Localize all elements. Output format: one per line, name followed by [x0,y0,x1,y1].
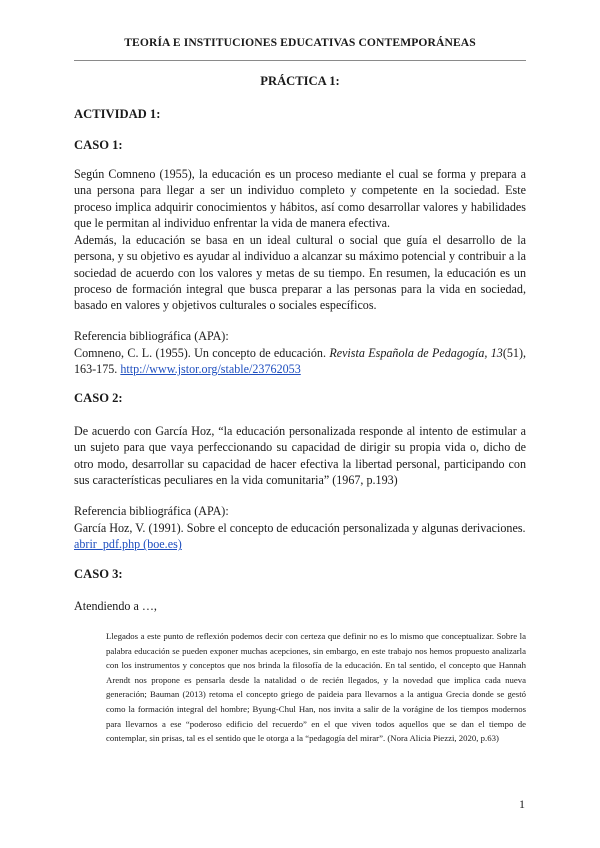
case1-ref-link[interactable]: http://www.jstor.org/stable/23762053 [120,362,301,377]
case2-reference-label: Referencia bibliográfica (APA): [74,504,229,518]
course-title: TEORÍA E INSTITUCIONES EDUCATIVAS CONTEMPORÁNEAS [124,36,476,49]
case1-reference-label: Referencia bibliográfica (APA): [74,329,229,343]
case1-ref-authors: Comneno, C. L. (1955). Un concepto de educación. [74,346,330,360]
case3-title: CASO 3: [74,567,123,581]
case1-ref-journal: Revista Española de Pedagogía, 13 [329,346,503,360]
case2-title: CASO 2: [74,391,123,405]
case1-reference [74,345,526,378]
case3-block-quote: Llegados a este punto de reflexión podemos decir con certeza que definir no es lo mismo que conceptualizar. Sobre la palabra educación se pueden exponer muchas acepciones, sin embargo, en este trabajo nos hemos propuesto analizarla con los instrumentos y conceptos que nos brinda la filosofía de la educación. En tal sentido, el concepto que Hannah Arendt nos propone es pensarla desde la natalidad o de recién llegados, y la novedad que implica cada nueva generación; Bauman (2013) retoma el concepto griego de paideia para llevarnos a la antigua Grecia donde se gestó como la formación integral del hombre; Byung-Chul Han, nos invita a salir de la vorágine de los tiempos modernos para llevarnos a ese “poderoso edificio del recuerdo” en el que viven todos aquellos que se dan el tiempo de contemplar, sin prisas, tal es el sentido que le otorga a la “pedagogía del mirar”. (Nora Alicia Piezzi, 2020, p.63) [106,631,526,744]
activity-title: ACTIVIDAD 1: [74,107,161,121]
page-number: 1 [519,797,525,811]
header-divider [74,60,526,61]
case1-paragraph2: Además, la educación se basa en un ideal cultural o social que guía el desarrollo de la persona, y su objetivo es ayudar al individuo a alcanzar su máximo potencial y contribuir a la sociedad de acuerdo con los valores y metas de su tiempo. En resumen, la educación es un proceso de formación integral que busca preparar a las personas para la vida en sociedad, basado en valores y objetivos culturales o sociales específicos. [74,233,526,313]
case1-paragraph1: Según Comneno (1955), la educación es un proceso mediante el cual se forma y prepara a una persona para llegar a ser un individuo completo y competente en la sociedad. Este proceso implica adquirir conocimientos y hábitos, así como desarrollar valores y habilidades que le permitan al individuo enfrentar la vida de manera efectiva. [74,167,526,230]
case2-ref-link[interactable]: abrir_pdf.php (boe.es) [74,537,182,552]
case2-reference [74,520,526,553]
case1-title: CASO 1: [74,138,123,152]
practice-title: PRÁCTICA 1: [260,74,340,88]
case1-ref-pages: (51), 163-175. [74,346,526,377]
case2-paragraph: De acuerdo con García Hoz, “la educación personalizada responde al intento de estimular a un sujeto para que vaya perfeccionando su capacidad de dirigir su propia vida o, dicho de otro modo, desarrollar su capacidad de hacer efectiva la libertad personal, participando con sus características peculiares en la vida comunitaria” (1967, p.193) [74,424,526,487]
case2-ref-text: García Hoz, V. (1991). Sobre el concepto de educación personalizada y algunas derivaciones. [74,521,526,535]
case3-intro: Atendiendo a …, [74,599,157,613]
